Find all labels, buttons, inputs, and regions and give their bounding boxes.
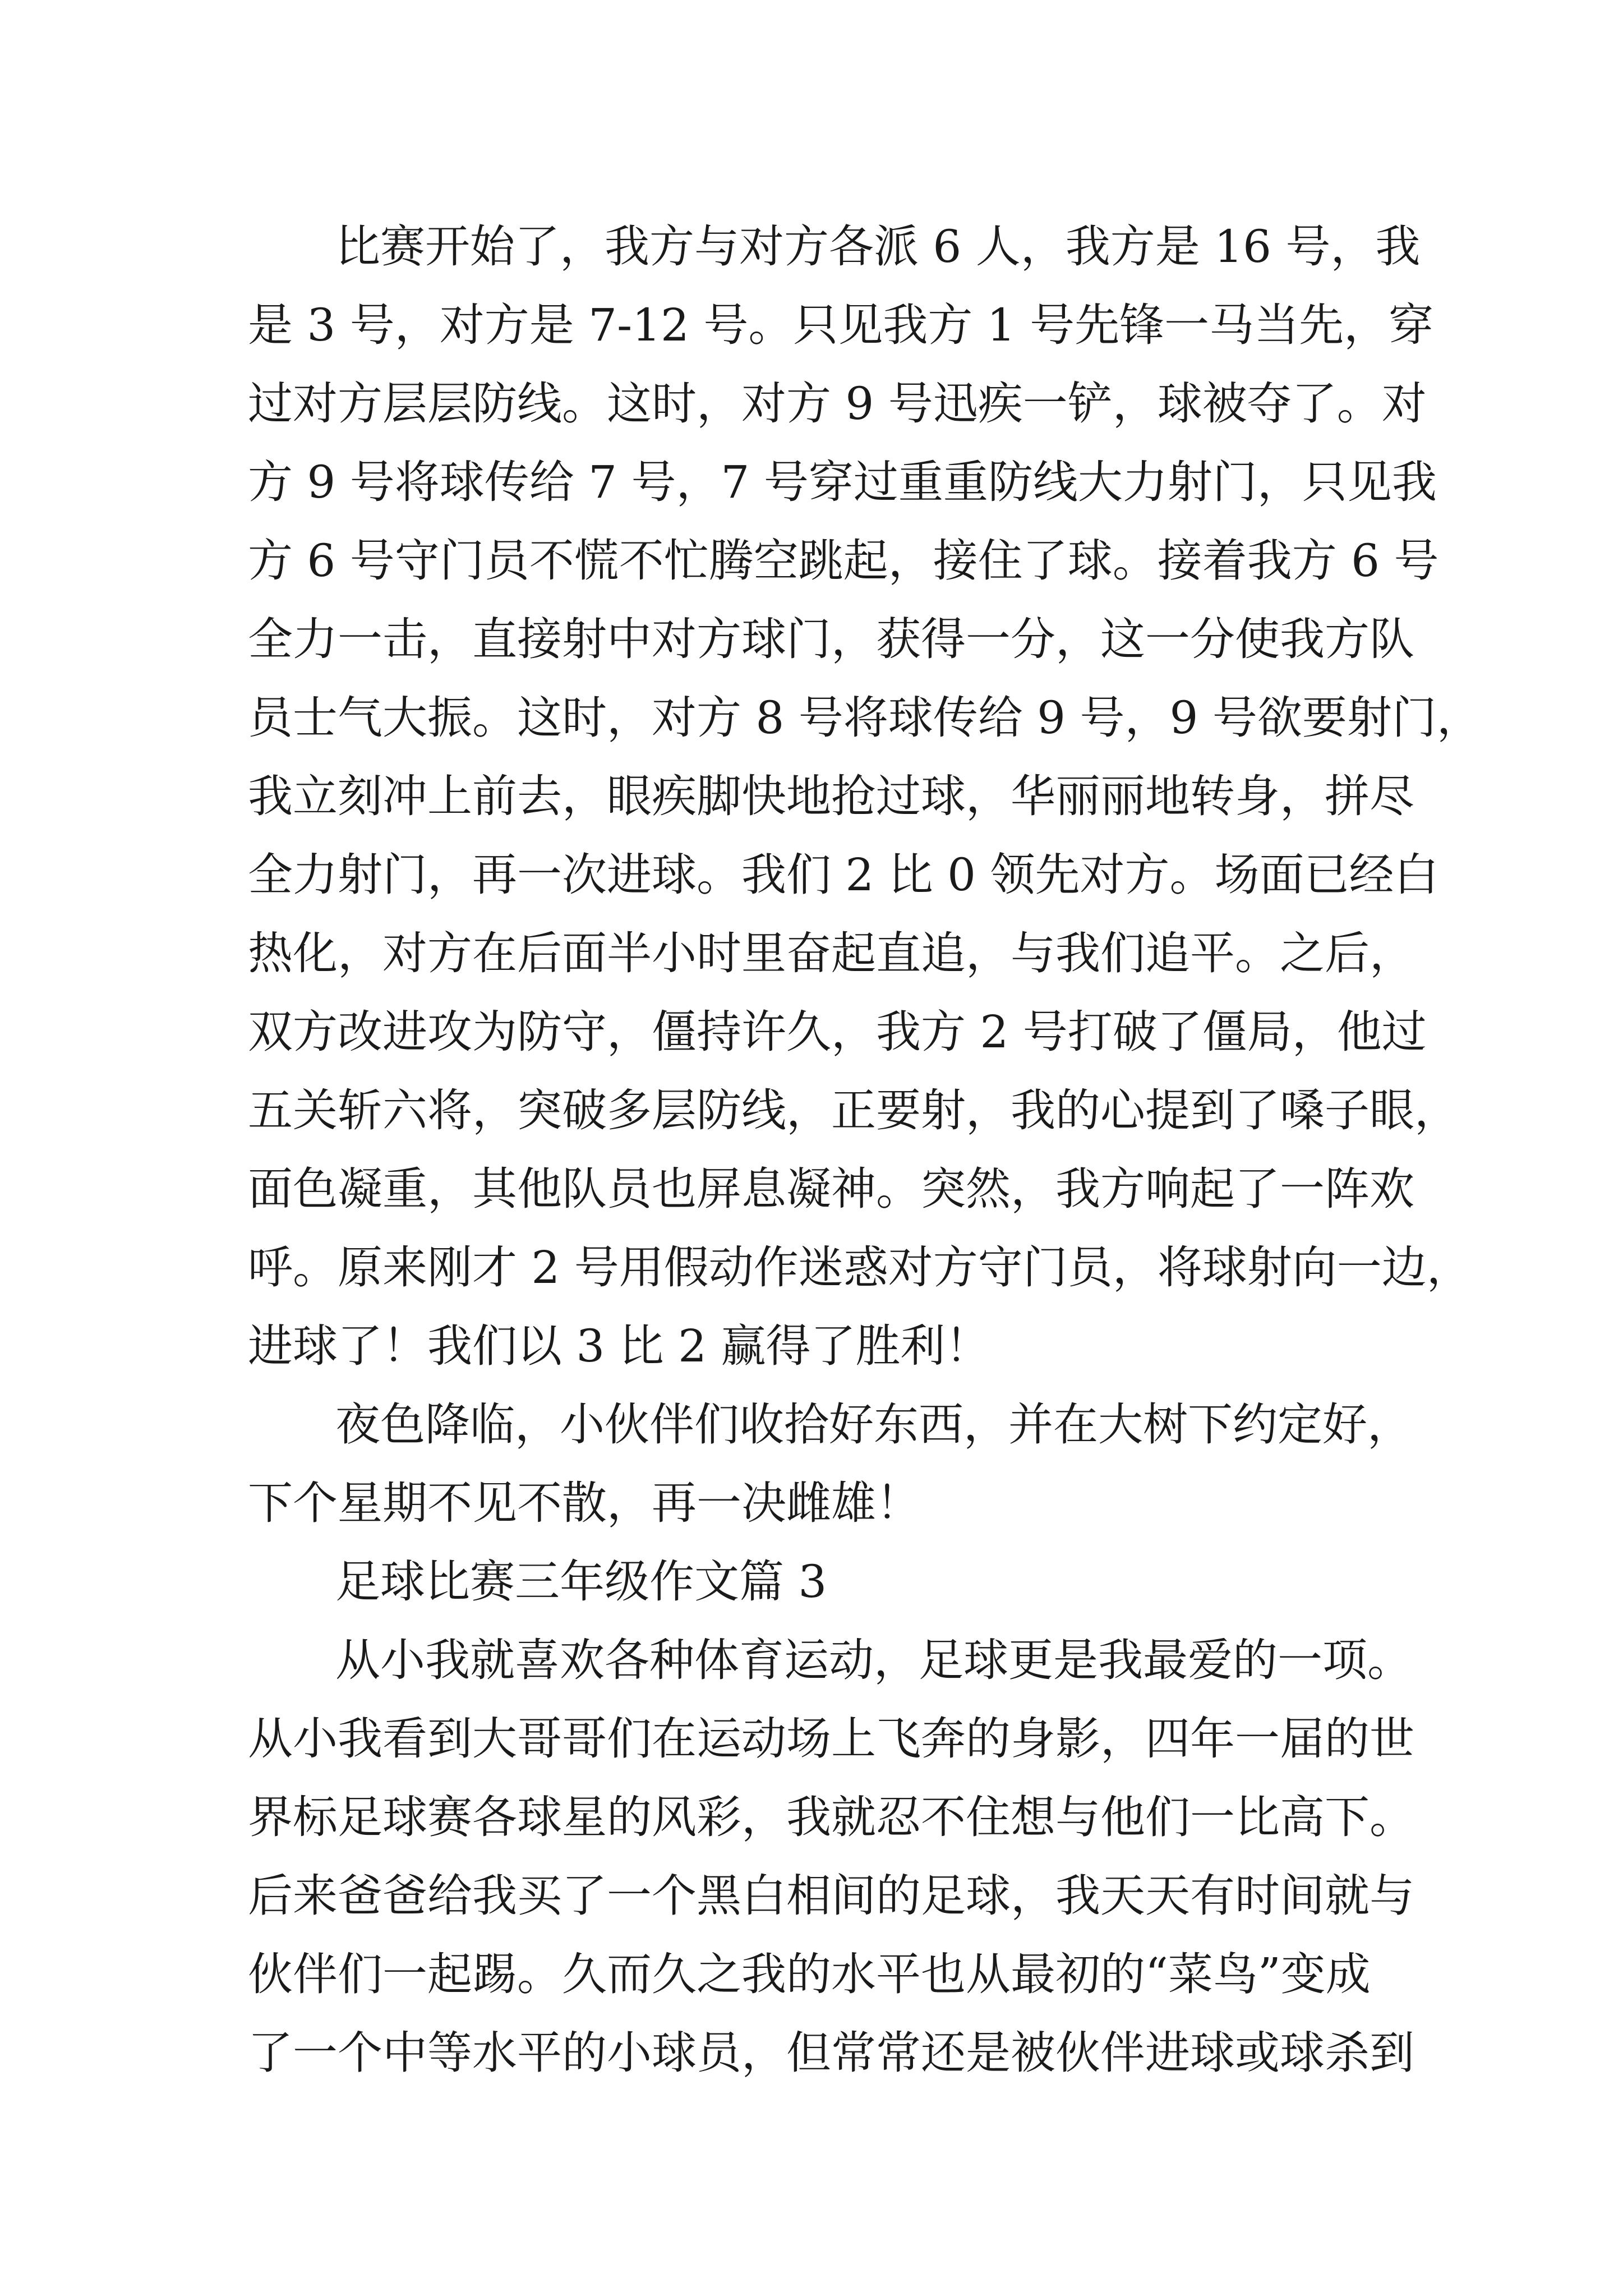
paragraph-1-line-8: 我立刻冲上前去，眼疾脚快地抢过球，华丽丽地转身，拼尽 xyxy=(248,770,1414,822)
paragraph-1-line-7: 员士气大振。这时，对方 8 号将球传给 9 号，9 号欲要射门， xyxy=(248,692,1482,744)
paragraph-1-line-15: 进球了！我们以 3 比 2 赢得了胜利！ xyxy=(248,1320,990,1372)
paragraph-1-line-10: 热化，对方在后面半小时里奋起直追，与我们追平。之后， xyxy=(248,927,1414,979)
paragraph-3-line-4: 后来爸爸给我买了一个黑白相间的足球，我天天有时间就与 xyxy=(248,1870,1414,1922)
paragraph-2-line-2: 下个星期不见不散，再一决雌雄！ xyxy=(248,1477,921,1529)
paragraph-3-line-5: 伙伴们一起踢。久而久之我的水平也从最初的“菜鸟”变成 xyxy=(248,1948,1371,2000)
section-heading: 足球比赛三年级作文篇 3 xyxy=(335,1556,827,1608)
paragraph-3-line-2: 从小我看到大哥哥们在运动场上飞奔的身影，四年一届的世 xyxy=(248,1713,1414,1765)
paragraph-1-line-12: 五关斩六将，突破多层防线，正要射，我的心提到了嗓子眼， xyxy=(248,1084,1459,1137)
paragraph-1-line-6: 全力一击，直接射中对方球门，获得一分，这一分使我方队 xyxy=(248,613,1414,665)
paragraph-1-line-13: 面色凝重，其他队员也屏息凝神。突然，我方响起了一阵欢 xyxy=(248,1163,1414,1215)
paragraph-3-line-6: 了一个中等水平的小球员，但常常还是被伙伴进球或球杀到 xyxy=(248,2027,1414,2079)
paragraph-1-line-5: 方 6 号守门员不慌不忙腾空跳起，接住了球。接着我方 6 号 xyxy=(248,535,1439,587)
paragraph-2-line-1: 夜色降临，小伙伴们收拾好东西，并在大树下约定好， xyxy=(335,1398,1412,1451)
paragraph-3-line-3: 界标足球赛各球星的风彩，我就忍不住想与他们一比高下。 xyxy=(248,1791,1414,1843)
paragraph-1-line-11: 双方改进攻为防守，僵持许久，我方 2 号打破了僵局，他过 xyxy=(248,1006,1427,1058)
paragraph-1-line-9: 全力射门，再一次进球。我们 2 比 0 领先对方。场面已经白 xyxy=(248,849,1439,901)
paragraph-1-line-3: 过对方层层防线。这时，对方 9 号迅疾一铲，球被夺了。对 xyxy=(248,378,1427,430)
paragraph-1-line-4: 方 9 号将球传给 7 号，7 号穿过重重防线大力射门，只见我 xyxy=(248,456,1437,508)
paragraph-3-line-1: 从小我就喜欢各种体育运动，足球更是我最爱的一项。 xyxy=(335,1634,1412,1686)
paragraph-1-line-2: 是 3 号，对方是 7-12 号。只见我方 1 号先锋一马当先，穿 xyxy=(248,299,1434,351)
paragraph-1-line-1: 比赛开始了，我方与对方各派 6 人，我方是 16 号，我 xyxy=(335,220,1421,273)
paragraph-1-line-14: 呼。原来刚才 2 号用假动作迷惑对方守门员，将球射向一边， xyxy=(248,1241,1472,1294)
